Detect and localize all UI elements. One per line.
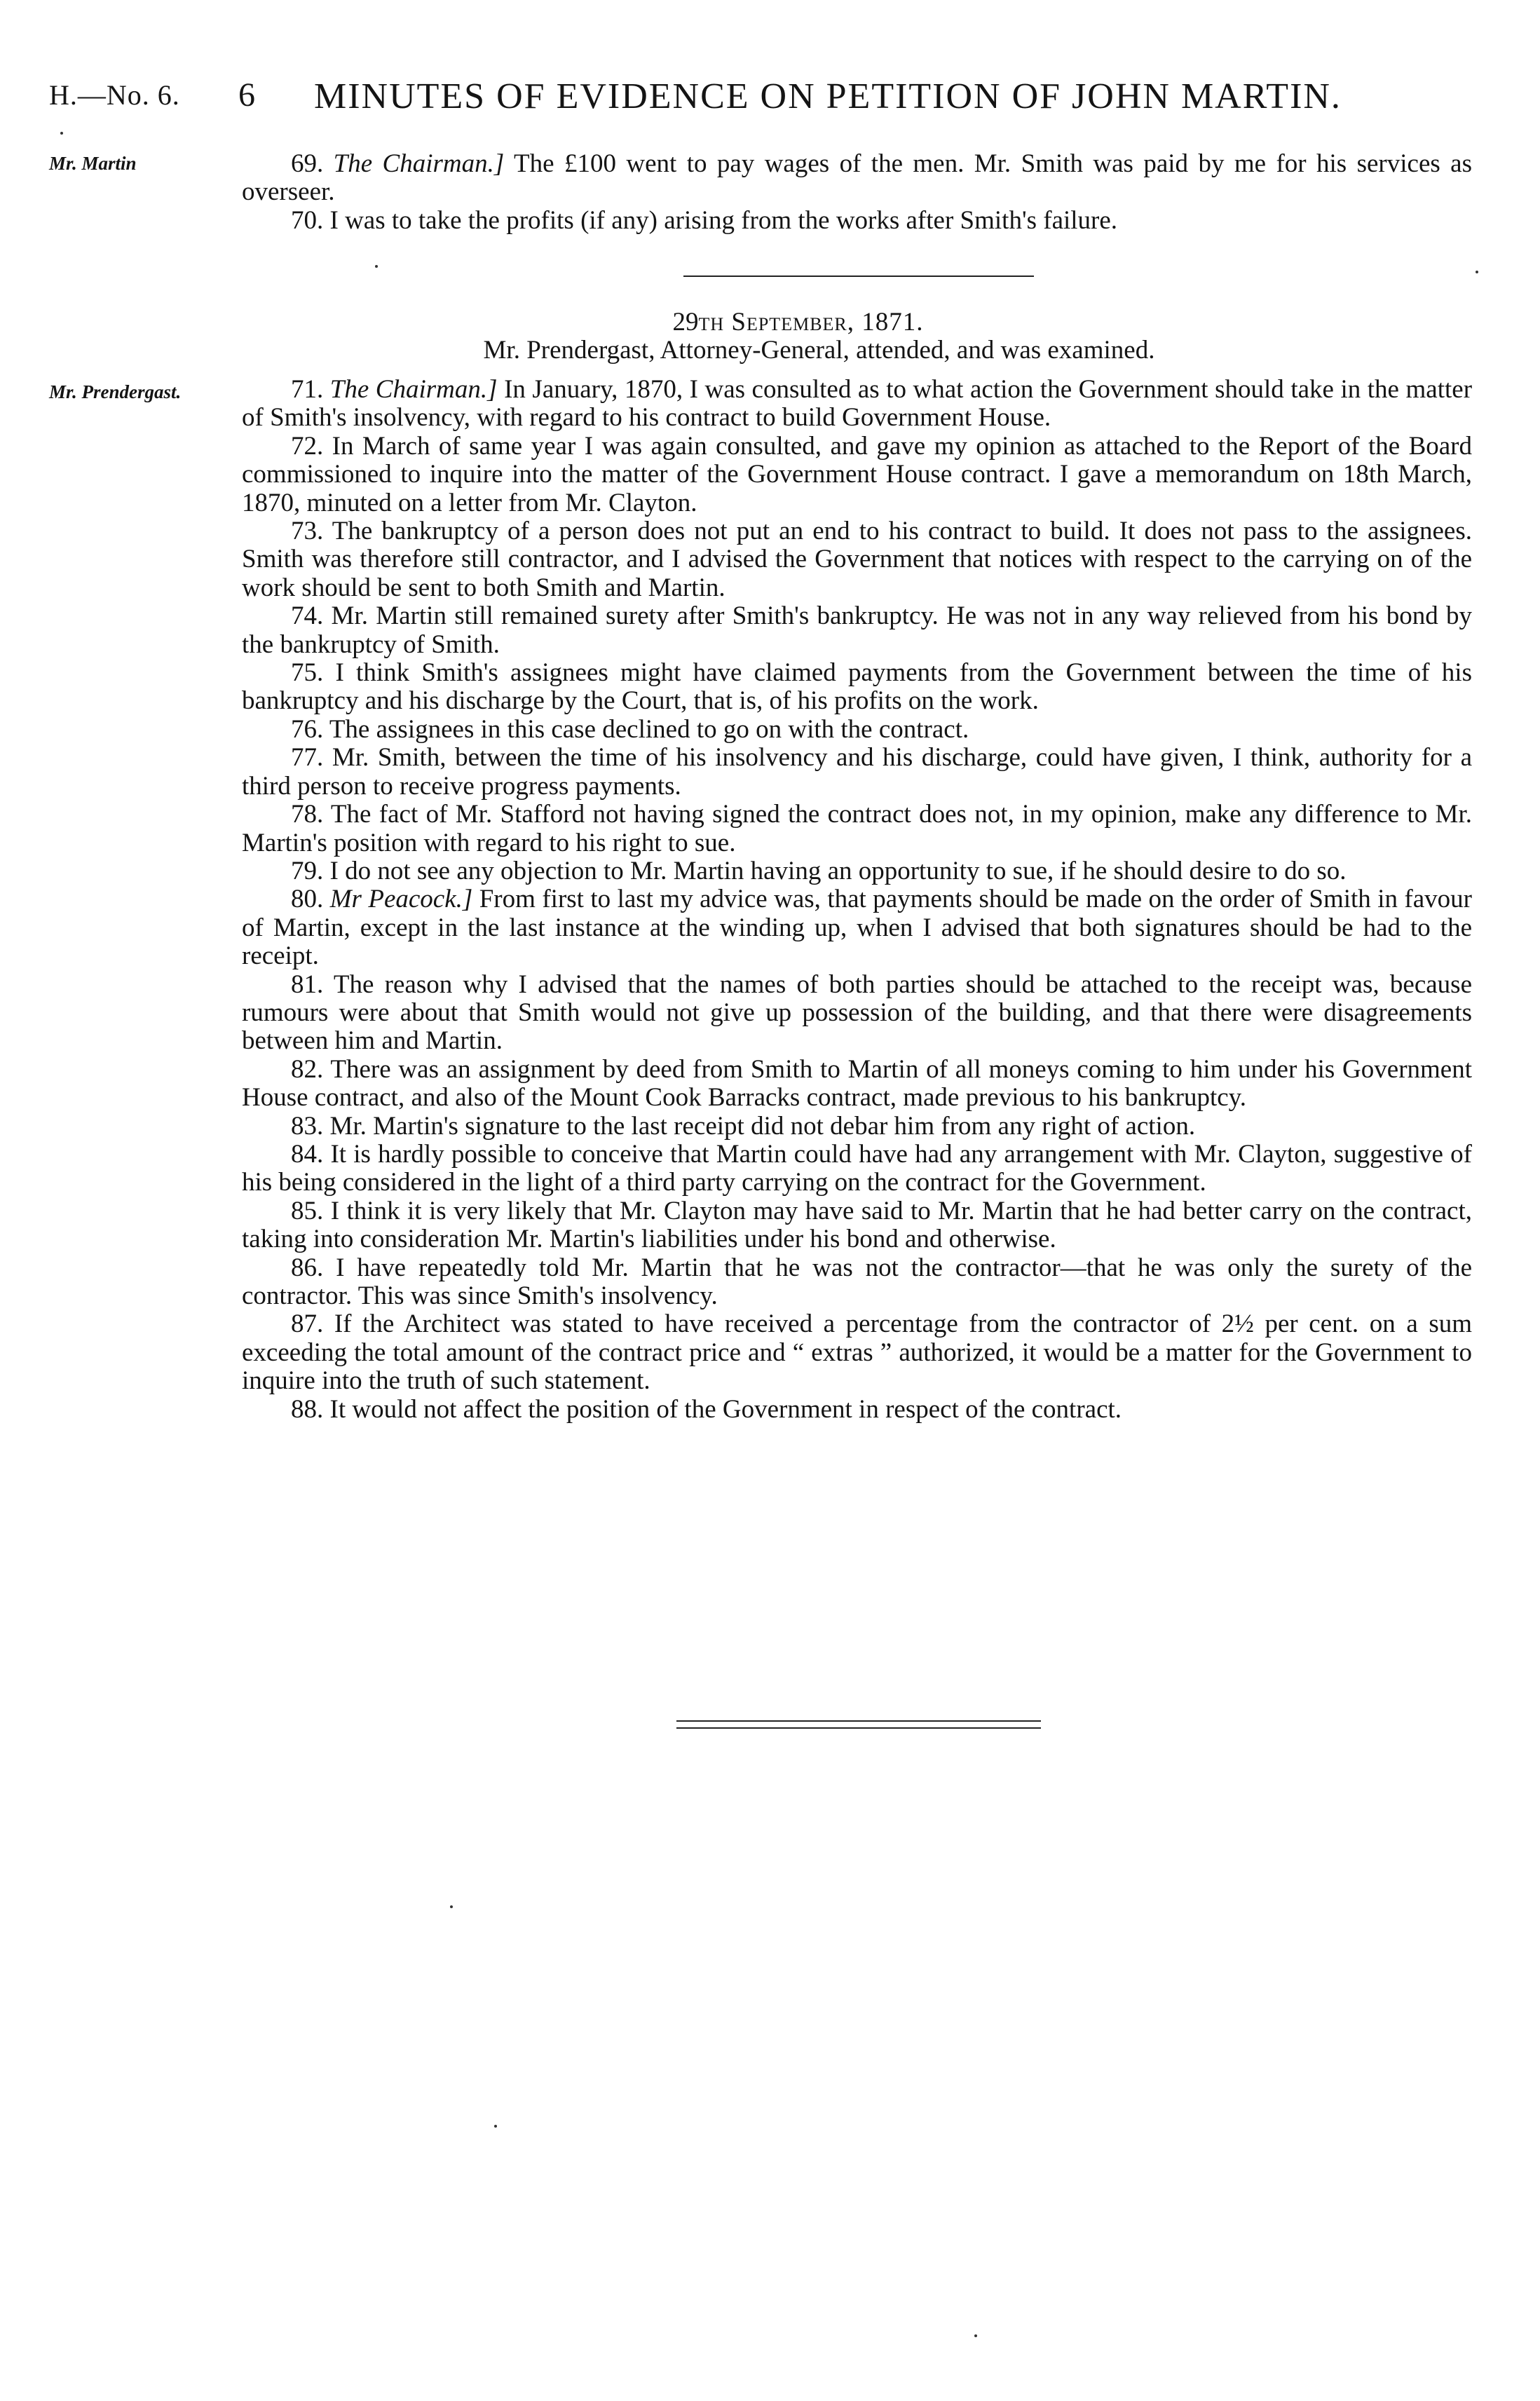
paragraph-75: 75. I think Smith's assignees might have claimed payments from the Government between the time of his bankruptcy and his discharge by the Court, that is, of his profits on the work.: [242, 658, 1472, 716]
examination-date: 29th September, 1871.: [672, 308, 924, 336]
scan-speck: [450, 1905, 453, 1908]
scan-speck: [1476, 271, 1478, 273]
paragraph-82: 82. There was an assignment by deed from Smith to Martin of all moneys coming to him under his Government House contract, and also of the Mount Cook Barracks contract, made previous to his bankruptcy.: [242, 1054, 1472, 1113]
paragraph-87: 87. If the Architect was stated to have received a percentage from the contractor of 2½ per cent. on a sum exceeding the total amount of the contract price and “ extras ” authorized, it would be a matter for the Government to inquire into the truth of such statement.: [242, 1310, 1472, 1396]
scan-speck: [60, 132, 63, 135]
end-rule-bottom: [676, 1727, 1041, 1729]
paragraph-70: 70. I was to take the profits (if any) arising from the works after Smith's failure.: [291, 205, 1118, 235]
witness-statement: Mr. Prendergast, Attorney-General, attended, and was examined.: [483, 336, 1155, 365]
scan-speck: [974, 2334, 977, 2337]
section2-body: [242, 376, 1472, 1424]
page-title: MINUTES OF EVIDENCE ON PETITION OF JOHN MARTIN.: [314, 76, 1342, 116]
paragraph-73: 73. The bankruptcy of a person does not put an end to his contract to build. It does not pass to the assignees. Smith was therefore still contractor, and I advised the Government that notices with respect to the carrying on of the work should be sent to both Smith and Martin.: [242, 517, 1472, 602]
paragraph-85: 85. I think it is very likely that Mr. Clayton may have said to Mr. Martin that he had better carry on the contract, taking into consideration Mr. Martin's liabilities under his bond and otherwise.: [242, 1196, 1472, 1254]
paragraph-69: 69. The Chairman.] The £100 went to pay wages of the men. Mr. Smith was paid by me for his services as overseer.: [242, 149, 1472, 207]
paragraph-74: 74. Mr. Martin still remained surety after Smith's bankruptcy. He was not in any way relieved from his bond by the bankruptcy of Smith.: [242, 601, 1472, 659]
paragraph-81: 81. The reason why I advised that the names of both parties should be attached to the receipt was, because rumours were about that Smith would not give up possession of the building, and that there were disagreements between him and Martin.: [242, 970, 1472, 1056]
section1-body: [242, 150, 1472, 235]
margin-name-prendergast: Mr. Prendergast.: [49, 381, 182, 402]
paragraph-79: 79. I do not see any objection to Mr. Martin having an opportunity to sue, if he should desire to do so.: [291, 856, 1347, 885]
scan-speck: [375, 265, 378, 268]
paragraph-72: 72. In March of same year I was again consulted, and gave my opinion as attached to the Report of the Board commissioned to inquire into the matter of the Government House contract. I gave a memorandum on 18th March, 1870, minuted on a letter from Mr. Clayton.: [242, 431, 1472, 517]
paragraph-84: 84. It is hardly possible to conceive that Martin could have had any arrangement with Mr. Clayton, suggestive of his being considered in the light of a third party carrying on the contract for the Government.: [242, 1139, 1472, 1197]
document-reference: H.—No. 6.: [49, 79, 180, 111]
paragraph-86: 86. I have repeatedly told Mr. Martin that he was not the contractor—that he was only the surety of the contractor. This was since Smith's insolvency.: [242, 1253, 1472, 1310]
page-number: 6: [238, 76, 255, 114]
end-rule-top: [676, 1720, 1041, 1722]
paragraph-78: 78. The fact of Mr. Stafford not having signed the contract does not, in my opinion, make any difference to Mr. Martin's position with regard to his right to sue.: [242, 800, 1472, 857]
paragraph-71: 71. The Chairman.] In January, 1870, I was consulted as to what action the Government should take in the matter of Smith's insolvency, with regard to his contract to build Government House.: [242, 375, 1473, 433]
scan-speck: [494, 2125, 497, 2128]
section-divider: [683, 276, 1034, 277]
paragraph-88: 88. It would not affect the position of the Government in respect of the contract.: [291, 1394, 1122, 1424]
paragraph-80: 80. Mr Peacock.] From first to last my advice was, that payments should be made on the order of Smith in favour of Martin, except in the last instance at the winding up, when I advised that both signatures should be had to the receipt.: [242, 885, 1473, 971]
paragraph-76: 76. The assignees in this case declined to go on with the contract.: [291, 714, 969, 744]
paragraph-77: 77. Mr. Smith, between the time of his insolvency and his discharge, could have given, I think, authority for a third person to receive progress payments.: [242, 743, 1472, 801]
margin-name-martin: Mr. Martin: [49, 153, 137, 174]
paragraph-83: 83. Mr. Martin's signature to the last receipt did not debar him from any right of action.: [291, 1111, 1196, 1141]
